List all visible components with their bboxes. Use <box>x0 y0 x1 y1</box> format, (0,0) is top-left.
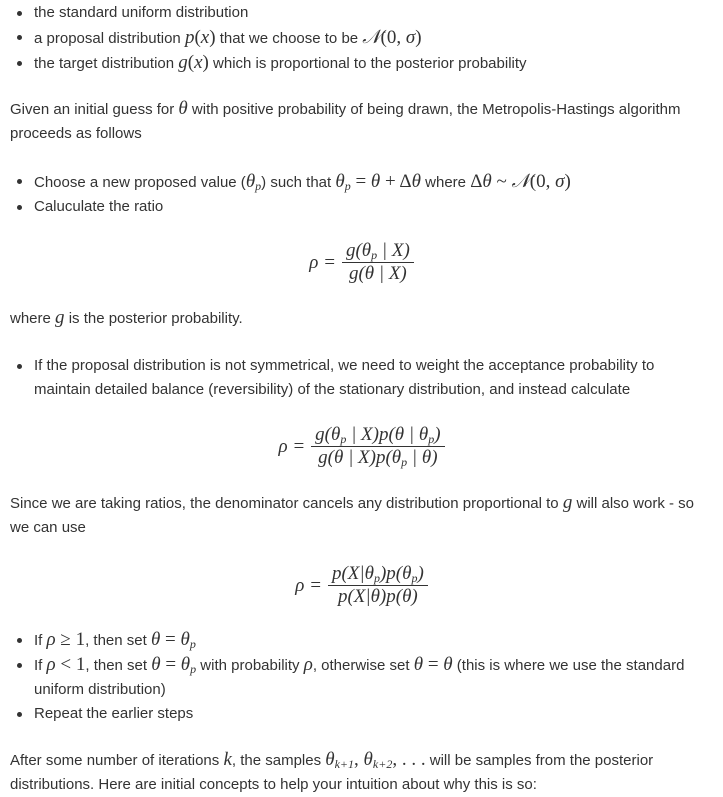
asymmetric-list <box>0 354 723 402</box>
list-item: Caluculate the ratio <box>0 195 723 219</box>
equation-lhs: ρ = <box>309 251 336 273</box>
list-item: Repeat the earlier steps <box>0 702 723 726</box>
intro-paragraph: Given an initial guess for θ with positive probability of being drawn, the Metropolis-Hastings algorithm proceeds as follows <box>10 98 681 142</box>
components-list <box>0 1 723 76</box>
list-item: the target distribution g(x) which is proportional to the posterior probability <box>0 51 723 76</box>
equation-lhs: ρ = <box>278 435 306 457</box>
denominator: g(θ | $X)p(\theta_p$ | θ) <box>318 447 438 469</box>
list-item: If ρ ≥ 1, then set $\theta = \theta_p$ <box>0 628 723 653</box>
denominator: p(X|θ)p(θ) <box>337 586 418 607</box>
fraction <box>311 424 444 469</box>
where-paragraph: where g is the posterior probability. <box>10 307 243 328</box>
numerator: $p(X|\theta_p)p(\theta_p)$ <box>331 563 424 585</box>
list-item: the standard uniform distribution <box>0 1 723 25</box>
equation-lhs: ρ = <box>295 574 322 596</box>
list-item: If the proposal distribution is not symmetrical, we need to weight the acceptance probability to maintain detailed balance (reversibility) of the stationary distribution, and instead calculate <box>0 354 723 402</box>
fraction <box>328 563 428 608</box>
equation-ratio-weighted <box>0 424 723 469</box>
fraction <box>342 240 414 285</box>
list-item: Choose a new proposed value $(\theta_p)$ such that $\theta_p = \theta + \Delta\theta$ where Δθ ~ 𝒩(0, σ) <box>0 169 723 195</box>
equation-ratio <box>0 240 723 285</box>
denominator: g(θ | X) <box>348 263 407 284</box>
numerator: $g(\theta_p$ | X)p(θ | $\theta_p$) <box>315 424 441 446</box>
numerator: $g(\theta_p$ | X) <box>345 240 410 262</box>
list-item: If ρ < 1, then set $\theta = \theta_p$ with probability ρ, otherwise set θ = θ (this is where we use the standard uniform distribution) <box>0 653 723 702</box>
math-gx: g <box>178 52 188 73</box>
steps-list-1 <box>0 169 723 219</box>
equation-ratio-likelihood <box>0 563 723 608</box>
list-item: a proposal distribution p(x) that we choose to be 𝒩(0, σ) <box>0 25 723 51</box>
math-px: p <box>184 27 195 48</box>
math-theta: θ <box>178 98 188 119</box>
after-paragraph: After some number of iterations k, the samples $\theta_{k+1}$, $\theta_{k+2}$, . . . will be samples from the posterior distributions. Here are initial concepts to help your intuition about why this is so: <box>10 749 654 793</box>
steps-list-2 <box>0 628 723 726</box>
math-normal: 𝒩 <box>362 26 381 48</box>
since-paragraph: Since we are taking ratios, the denominator cancels any distribution proportional to g will also work - so we can use <box>10 492 695 536</box>
